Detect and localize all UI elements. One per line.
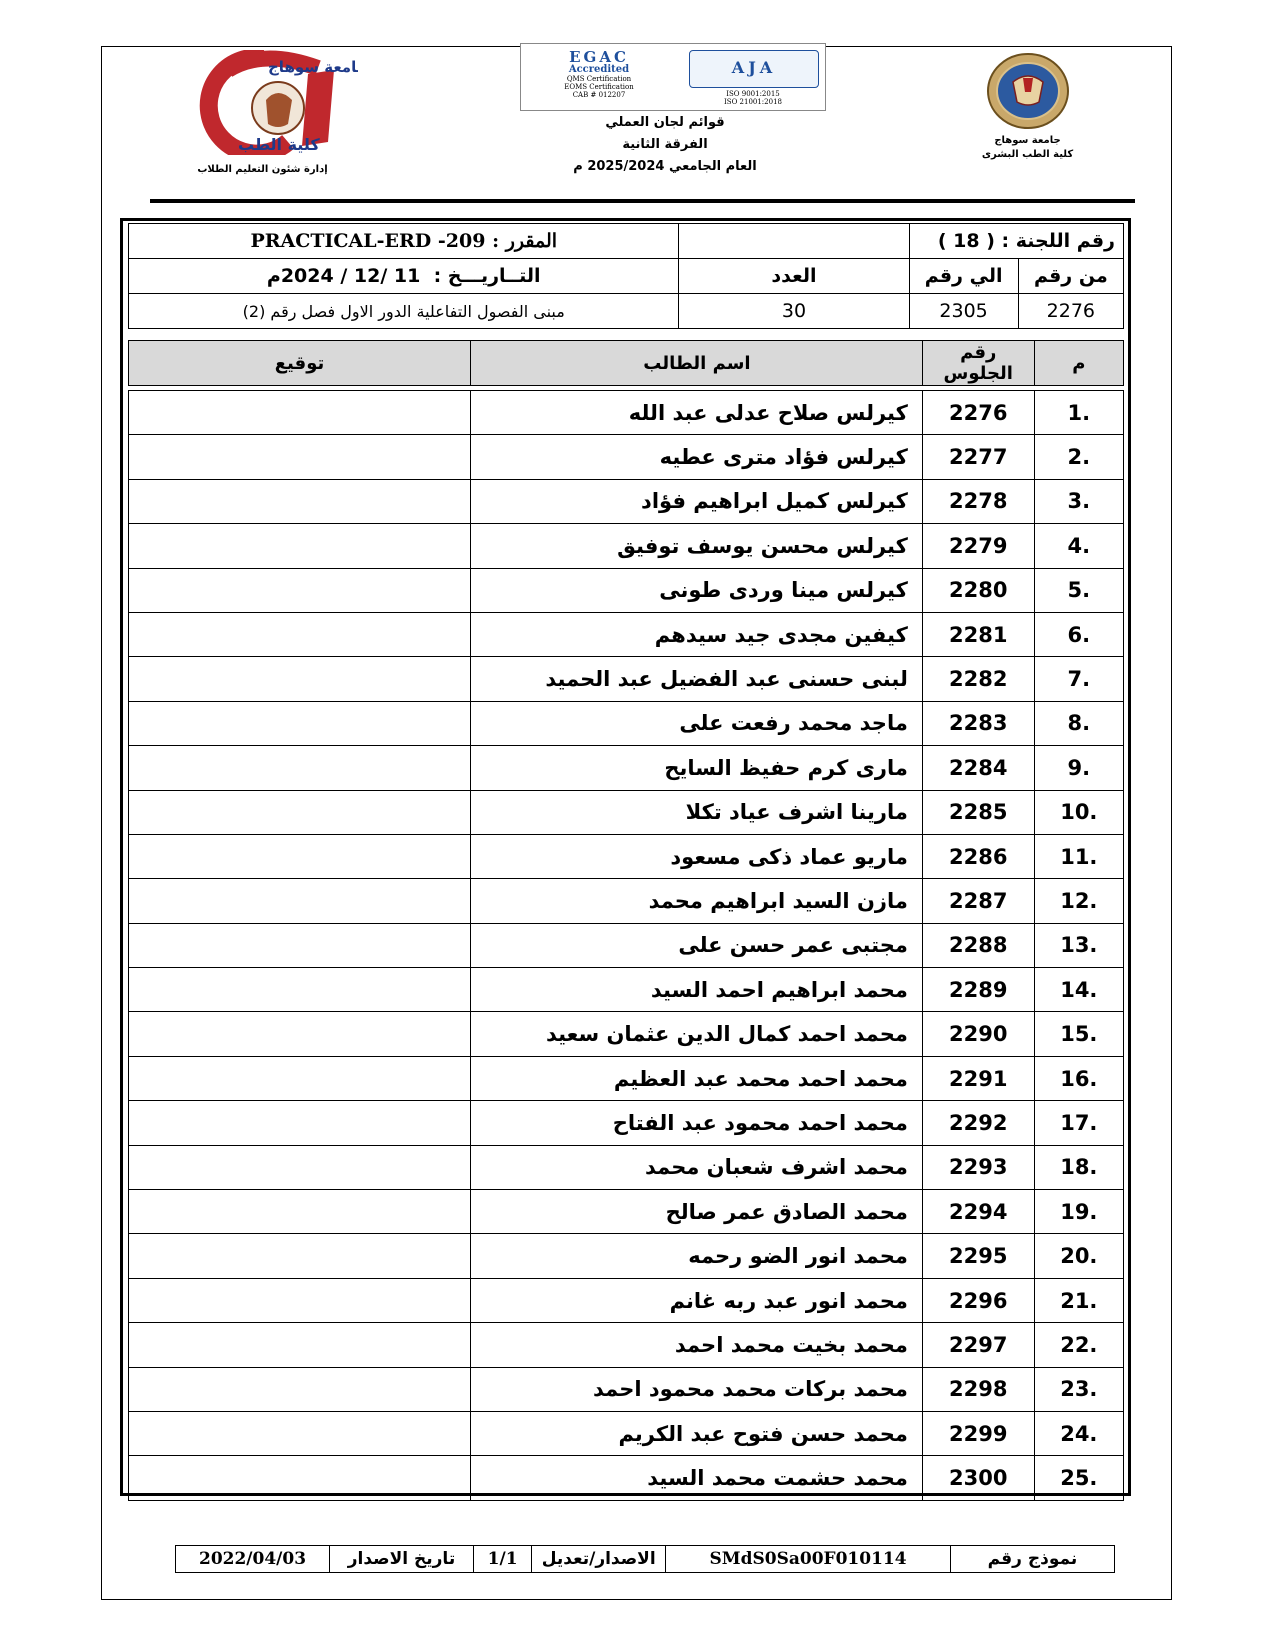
row-number: 14. [1034,968,1123,1012]
table-row [129,391,1124,435]
signature-cell [129,1278,471,1322]
students-table [128,340,1124,1501]
row-number: 25. [1034,1456,1123,1500]
table-row [129,1234,1124,1278]
row-number: 15. [1034,1012,1123,1056]
version-value: 1/1 [473,1546,531,1573]
seat-number: 2295 [922,1234,1034,1278]
seat-number: 2296 [922,1278,1034,1322]
student-name: محمد احمد محمود عبد الفتاح [471,1101,923,1145]
title-line-2: الفرقة الثانية [622,137,708,152]
student-name: كيرلس صلاح عدلى عبد الله [471,391,923,435]
certification-logos [520,43,826,111]
signature-cell [129,479,471,523]
table-row [129,479,1124,523]
table-row [129,1323,1124,1367]
course-name: المقرر : 209- PRACTICAL-ERD [129,224,679,259]
table-row [129,435,1124,479]
seat-number: 2298 [922,1367,1034,1411]
committee-number: رقم اللجنة : ( 18 ) [909,224,1124,259]
table-row [129,1145,1124,1189]
seat-number: 2280 [922,568,1034,612]
faculty-logo-block [160,50,365,177]
seat-number: 2300 [922,1456,1034,1500]
signature-cell [129,701,471,745]
seat-number: 2281 [922,612,1034,656]
table-row [129,1190,1124,1234]
table-row [129,1012,1124,1056]
to-label: الي رقم [909,259,1018,294]
row-number: 16. [1034,1056,1123,1100]
student-name: محمد بركات محمد محمود احمد [471,1367,923,1411]
signature-cell [129,1190,471,1234]
signature-cell [129,746,471,790]
egac-line-3: CAB # 012207 [572,91,626,99]
signature-cell [129,1323,471,1367]
table-row [129,524,1124,568]
row-number: 8. [1034,701,1123,745]
signature-cell [129,1456,471,1500]
table-row [129,1278,1124,1322]
faculty-logo-icon [168,50,358,155]
seat-number: 2286 [922,834,1034,878]
signature-cell [129,1101,471,1145]
row-number: 13. [1034,923,1123,967]
header-divider [150,199,1135,203]
table-row [129,879,1124,923]
signature-cell [129,657,471,701]
row-number: 2. [1034,435,1123,479]
signature-cell [129,524,471,568]
title-line-3: العام الجامعي 2025/2024 م [573,159,757,174]
student-name: محمد اشرف شعبان محمد [471,1145,923,1189]
student-name: محمد انور عبد ربه غانم [471,1278,923,1322]
aja-label: AJA [731,58,777,77]
signature-cell [129,1367,471,1411]
version-label: الاصدار/تعديل [532,1546,666,1573]
aja-badge [689,50,819,88]
faculty-name: كلية الطب البشرى [981,149,1074,160]
from-value: 2276 [1018,294,1123,329]
student-name: كيرلس فؤاد مترى عطيه [471,435,923,479]
signature-cell [129,834,471,878]
student-name: كيرلس كميل ابراهيم فؤاد [471,479,923,523]
seat-number: 2287 [922,879,1034,923]
row-number: 20. [1034,1234,1123,1278]
student-name: مجتبى عمر حسن على [471,923,923,967]
seat-number: 2276 [922,391,1034,435]
student-name: محمد احمد كمال الدين عثمان سعيد [471,1012,923,1056]
signature-cell [129,568,471,612]
svg-text:كلية الطب: كلية الطب [237,135,320,154]
signature-cell [129,1056,471,1100]
seat-number: 2284 [922,746,1034,790]
student-name: لبنى حسنى عبد الفضيل عبد الحميد [471,657,923,701]
signature-cell [129,790,471,834]
row-number: 24. [1034,1411,1123,1455]
title-line-1: قوائم لجان العملي [605,115,725,130]
to-value: 2305 [909,294,1018,329]
table-row [129,657,1124,701]
student-name: محمد انور الضو رحمه [471,1234,923,1278]
seat-number: 2297 [922,1323,1034,1367]
signature-cell [129,879,471,923]
university-logo-block [955,52,1100,162]
row-number: 22. [1034,1323,1123,1367]
student-name: مازن السيد ابراهيم محمد [471,879,923,923]
row-number: 3. [1034,479,1123,523]
table-row [129,1367,1124,1411]
row-number: 17. [1034,1101,1123,1145]
student-name: محمد بخيت محمد احمد [471,1323,923,1367]
row-number: 9. [1034,746,1123,790]
seat-number: 2279 [922,524,1034,568]
egac-line-2: EOMS Certification [564,83,634,91]
row-number: 11. [1034,834,1123,878]
seat-number: 2278 [922,479,1034,523]
seat-number: 2291 [922,1056,1034,1100]
aja-line-1: ISO 9001:2015 [726,90,780,98]
seat-number: 2299 [922,1411,1034,1455]
exam-date: التــاريـــخ : 11 /12 / 2024م [129,259,679,294]
from-label: من رقم [1018,259,1123,294]
table-row [129,701,1124,745]
seat-number: 2285 [922,790,1034,834]
table-row [129,968,1124,1012]
header-signature: توقيع [129,341,471,386]
student-name: محمد ابراهيم احمد السيد [471,968,923,1012]
table-row [129,923,1124,967]
issue-date-label: تاريخ الاصدار [330,1546,474,1573]
header-seat: رقم الجلوس [922,341,1034,386]
form-number-value: SMdS0Sa00F010114 [666,1546,951,1573]
row-number: 19. [1034,1190,1123,1234]
seat-number: 2288 [922,923,1034,967]
signature-cell [129,1234,471,1278]
signature-cell [129,968,471,1012]
student-name: كيفين مجدى جيد سيدهم [471,612,923,656]
aja-line-2: ISO 21001:2018 [724,98,782,106]
count-value: 30 [679,294,909,329]
student-name: محمد الصادق عمر صالح [471,1190,923,1234]
signature-cell [129,435,471,479]
table-row [129,1411,1124,1455]
signature-cell [129,612,471,656]
table-row [129,834,1124,878]
header-name: اسم الطالب [471,341,923,386]
student-name: كيرلس محسن يوسف توفيق [471,524,923,568]
row-number: 10. [1034,790,1123,834]
row-number: 7. [1034,657,1123,701]
seat-number: 2294 [922,1190,1034,1234]
header-num: م [1034,341,1123,386]
student-name: ماريو عماد ذكى مسعود [471,834,923,878]
student-name: ماجد محمد رفعت على [471,701,923,745]
signature-cell [129,1012,471,1056]
seat-number: 2290 [922,1012,1034,1056]
row-number: 18. [1034,1145,1123,1189]
row-number: 1. [1034,391,1123,435]
form-footer [175,1545,1115,1573]
table-row [129,1056,1124,1100]
row-number: 4. [1034,524,1123,568]
student-name: محمد حسن فتوح عبد الكريم [471,1411,923,1455]
document-title [560,112,770,178]
seat-number: 2289 [922,968,1034,1012]
row-number: 12. [1034,879,1123,923]
egac-label: EGAC [569,48,629,66]
table-row [129,1101,1124,1145]
dept-caption: إدارة شئون التعليم الطلاب [197,164,328,175]
table-row [129,612,1124,656]
seat-number: 2292 [922,1101,1034,1145]
count-label: العدد [679,259,909,294]
exam-location: مبنى الفصول التفاعلية الدور الاول فصل رقم (2) [129,294,679,329]
egac-sub: Accredited [568,64,630,75]
student-name: مارى كرم حفيظ السايح [471,746,923,790]
student-name: محمد احمد محمد عبد العظيم [471,1056,923,1100]
signature-cell [129,1411,471,1455]
signature-cell [129,1145,471,1189]
svg-text:جامعة سوهاج: جامعة سوهاج [267,58,358,76]
row-number: 23. [1034,1367,1123,1411]
signature-cell [129,923,471,967]
student-name: مارينا اشرف عياد تكلا [471,790,923,834]
egac-line-1: QMS Certification [566,75,632,83]
signature-cell [129,391,471,435]
row-number: 6. [1034,612,1123,656]
issue-date-value: 2022/04/03 [176,1546,330,1573]
seat-number: 2277 [922,435,1034,479]
row-number: 5. [1034,568,1123,612]
table-row [129,1456,1124,1500]
seat-number: 2283 [922,701,1034,745]
row-number: 21. [1034,1278,1123,1322]
university-seal-icon [973,52,1083,130]
seat-number: 2282 [922,657,1034,701]
committee-info-table [128,223,1124,329]
table-row [129,568,1124,612]
student-name: محمد حشمت محمد السيد [471,1456,923,1500]
form-number-label: نموذج رقم [950,1546,1114,1573]
seat-number: 2293 [922,1145,1034,1189]
university-name: جامعة سوهاج [994,135,1061,146]
table-row [129,790,1124,834]
table-row [129,746,1124,790]
student-name: كيرلس مينا وردى طونى [471,568,923,612]
